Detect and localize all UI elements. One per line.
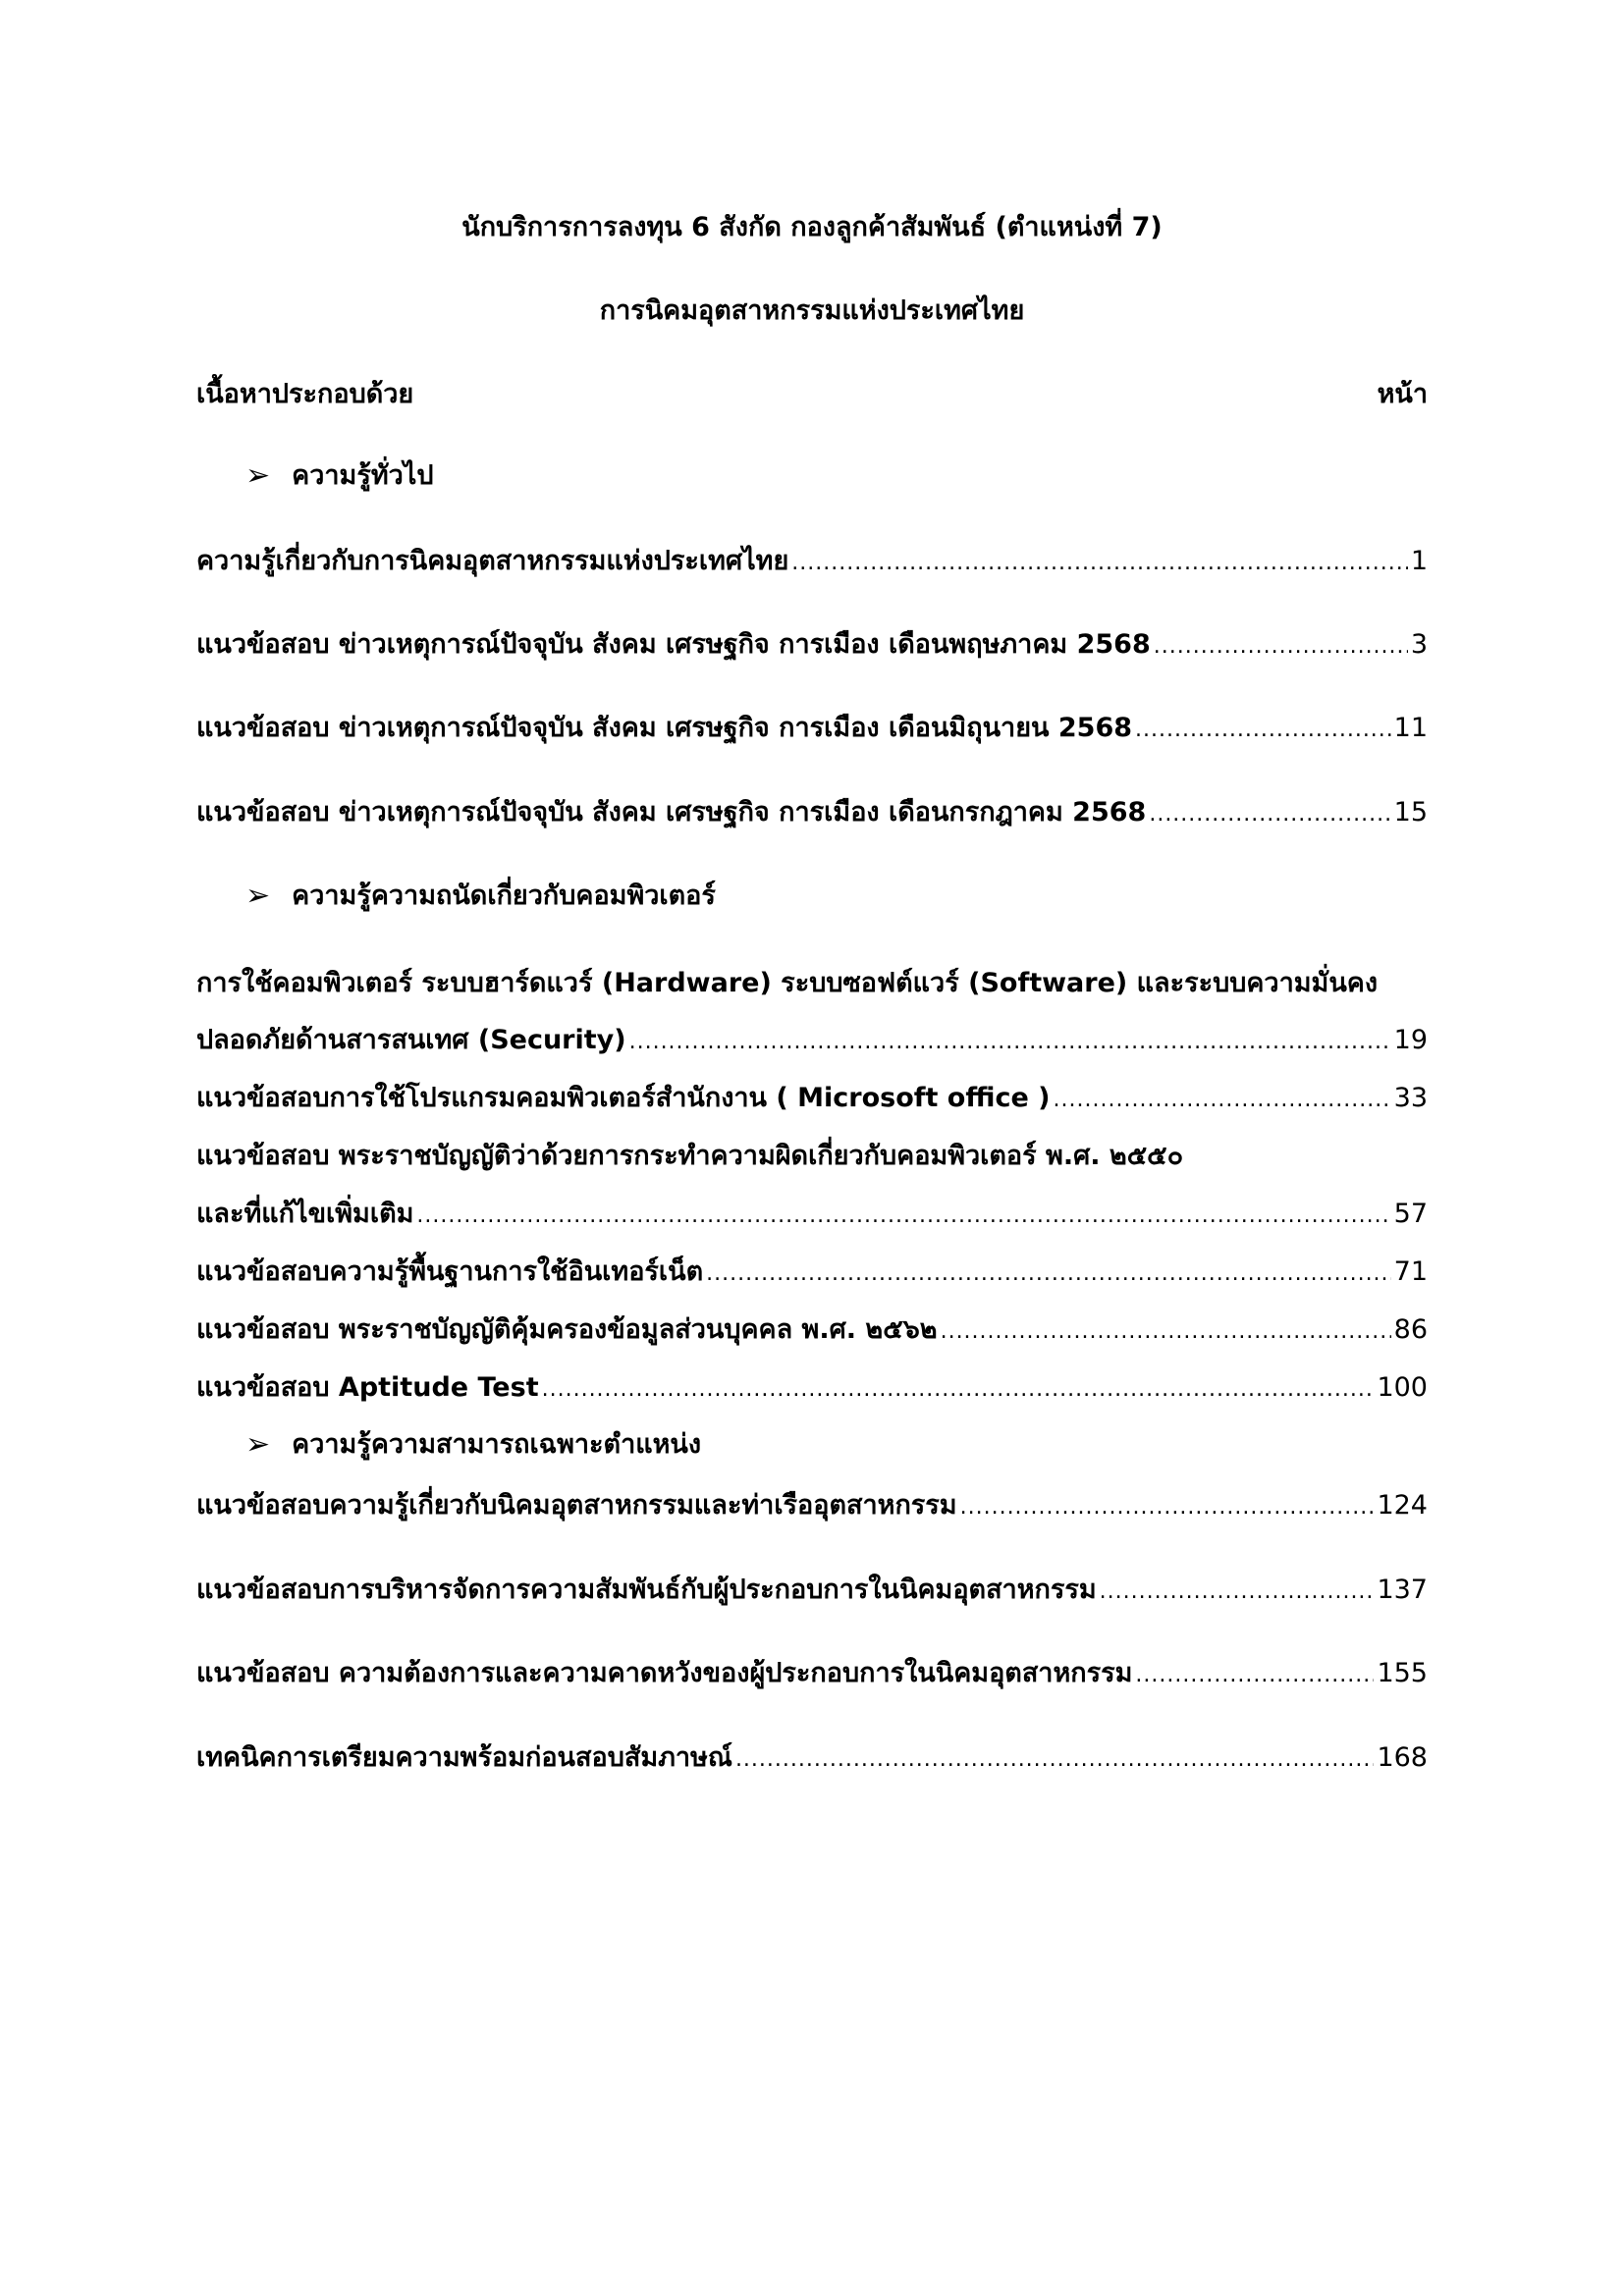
toc-entry-page: 137 [1377, 1575, 1428, 1605]
toc-entry [196, 709, 1428, 750]
toc-entry [196, 793, 1428, 834]
contents-heading: เนื้อหาประกอบด้วย [196, 379, 414, 409]
toc-entry-page: 86 [1393, 1314, 1428, 1345]
dot-leader [1154, 625, 1408, 667]
toc-entry-label: และที่แก้ไขเพิ่มเติม [196, 1199, 414, 1229]
toc-entry-page: 11 [1393, 713, 1428, 743]
dot-leader [1054, 1079, 1391, 1120]
dot-leader [1135, 709, 1391, 750]
toc-entry [196, 1195, 1428, 1236]
toc-entry-page: 168 [1377, 1742, 1428, 1773]
toc-entry [196, 1079, 1428, 1120]
toc-entry-page: 19 [1393, 1025, 1428, 1055]
toc-entry-label: ปลอดภัยด้านสารสนเทศ (Security) [196, 1025, 626, 1055]
section-heading-label: ความรู้ทั่วไป [292, 460, 434, 491]
dot-leader [960, 1486, 1375, 1527]
toc-entry-label: แนวข้อสอบ พระราชบัญญัติคุ้มครองข้อมูลส่วนบุคคล พ.ศ. ๒๕๖๒ [196, 1314, 938, 1345]
dot-leader [941, 1310, 1391, 1352]
section-heading-computer-aptitude [245, 877, 716, 916]
toc-entry-page: 155 [1377, 1658, 1428, 1688]
toc-entry-page: 3 [1410, 629, 1428, 660]
document-subtitle: การนิคมอุตสาหกรรมแห่งประเทศไทย [599, 295, 1025, 326]
toc-entry [196, 1021, 1428, 1062]
dot-leader [1135, 1654, 1374, 1695]
toc-entry-label: เทคนิคการเตรียมความพร้อมก่อนสอบสัมภาษณ์ [196, 1742, 732, 1773]
toc-entry-label: แนวข้อสอบ ข่าวเหตุการณ์ปัจจุบัน สังคม เศรษฐกิจ การเมือง เดือนกรกฎาคม 2568 [196, 797, 1147, 828]
toc-entry-label-line1: การใช้คอมพิวเตอร์ ระบบฮาร์ดแวร์ (Hardware) ระบบซอฟต์แวร์ (Software) และระบบความมั่นคง [196, 968, 1379, 998]
toc-entry [196, 1368, 1428, 1410]
dot-leader [1100, 1571, 1375, 1612]
dot-leader [416, 1195, 1390, 1236]
arrow-bullet-icon: ➢ [245, 1427, 271, 1462]
toc-entry-page: 57 [1393, 1199, 1428, 1229]
toc-entry-label: แนวข้อสอบการใช้โปรแกรมคอมพิวเตอร์สำนักงาน ( Microsoft office ) [196, 1083, 1051, 1113]
toc-entry-label: ความรู้เกี่ยวกับการนิคมอุตสาหกรรมแห่งประเทศไทย [196, 546, 789, 576]
dot-leader [735, 1738, 1375, 1780]
section-heading-label: ความรู้ความถนัดเกี่ยวกับคอมพิวเตอร์ [292, 881, 716, 911]
toc-entry-label: แนวข้อสอบความรู้พื้นฐานการใช้อินเทอร์เน็ต [196, 1256, 704, 1287]
toc-entry-label: แนวข้อสอบ Aptitude Test [196, 1372, 539, 1403]
toc-entry [196, 1654, 1428, 1695]
dot-leader [706, 1253, 1391, 1294]
dot-leader [629, 1021, 1391, 1062]
toc-entry-label-line1: แนวข้อสอบ พระราชบัญญัติว่าด้วยการกระทำความผิดเกี่ยวกับคอมพิวเตอร์ พ.ศ. ๒๕๕๐ [196, 1141, 1184, 1171]
page-column-heading: หน้า [1377, 379, 1428, 409]
dot-leader [542, 1368, 1375, 1410]
arrow-bullet-icon: ➢ [245, 458, 271, 493]
toc-entry-label: แนวข้อสอบความรู้เกี่ยวกับนิคมอุตสาหกรรมและท่าเรืออุตสาหกรรม [196, 1490, 957, 1521]
toc-entry-label: แนวข้อสอบ ข่าวเหตุการณ์ปัจจุบัน สังคม เศรษฐกิจ การเมือง เดือนพฤษภาคม 2568 [196, 629, 1151, 660]
toc-entry [196, 1253, 1428, 1294]
dot-leader [1149, 793, 1390, 834]
toc-entry [196, 1310, 1428, 1352]
dot-leader [791, 542, 1408, 583]
toc-entry-page: 15 [1393, 797, 1428, 828]
toc-entry-page: 1 [1410, 546, 1428, 576]
document-title: นักบริการการลงทุน 6 สังกัด กองลูกค้าสัมพันธ์ (ตำแหน่งที่ 7) [461, 212, 1163, 242]
toc-entry-page: 124 [1377, 1490, 1428, 1521]
toc-entry [196, 625, 1428, 667]
toc-entry [196, 1738, 1428, 1780]
arrow-bullet-icon: ➢ [245, 879, 271, 913]
toc-entry-page: 71 [1393, 1256, 1428, 1287]
toc-entry-label: แนวข้อสอบ ความต้องการและความคาดหวังของผู้ประกอบการในนิคมอุตสาหกรรม [196, 1658, 1133, 1688]
toc-entry-page: 100 [1377, 1372, 1428, 1403]
toc-entry-label: แนวข้อสอบการบริหารจัดการความสัมพันธ์กับผู้ประกอบการในนิคมอุตสาหกรรม [196, 1575, 1097, 1605]
section-heading-general-knowledge [245, 456, 434, 496]
toc-entry-label: แนวข้อสอบ ข่าวเหตุการณ์ปัจจุบัน สังคม เศรษฐกิจ การเมือง เดือนมิถุนายน 2568 [196, 713, 1133, 743]
section-heading-position-knowledge [245, 1425, 701, 1465]
section-heading-label: ความรู้ความสามารถเฉพาะตำแหน่ง [292, 1429, 702, 1460]
toc-entry [196, 542, 1428, 583]
toc-entry-page: 33 [1393, 1083, 1428, 1113]
toc-entry [196, 1571, 1428, 1612]
toc-entry [196, 1486, 1428, 1527]
